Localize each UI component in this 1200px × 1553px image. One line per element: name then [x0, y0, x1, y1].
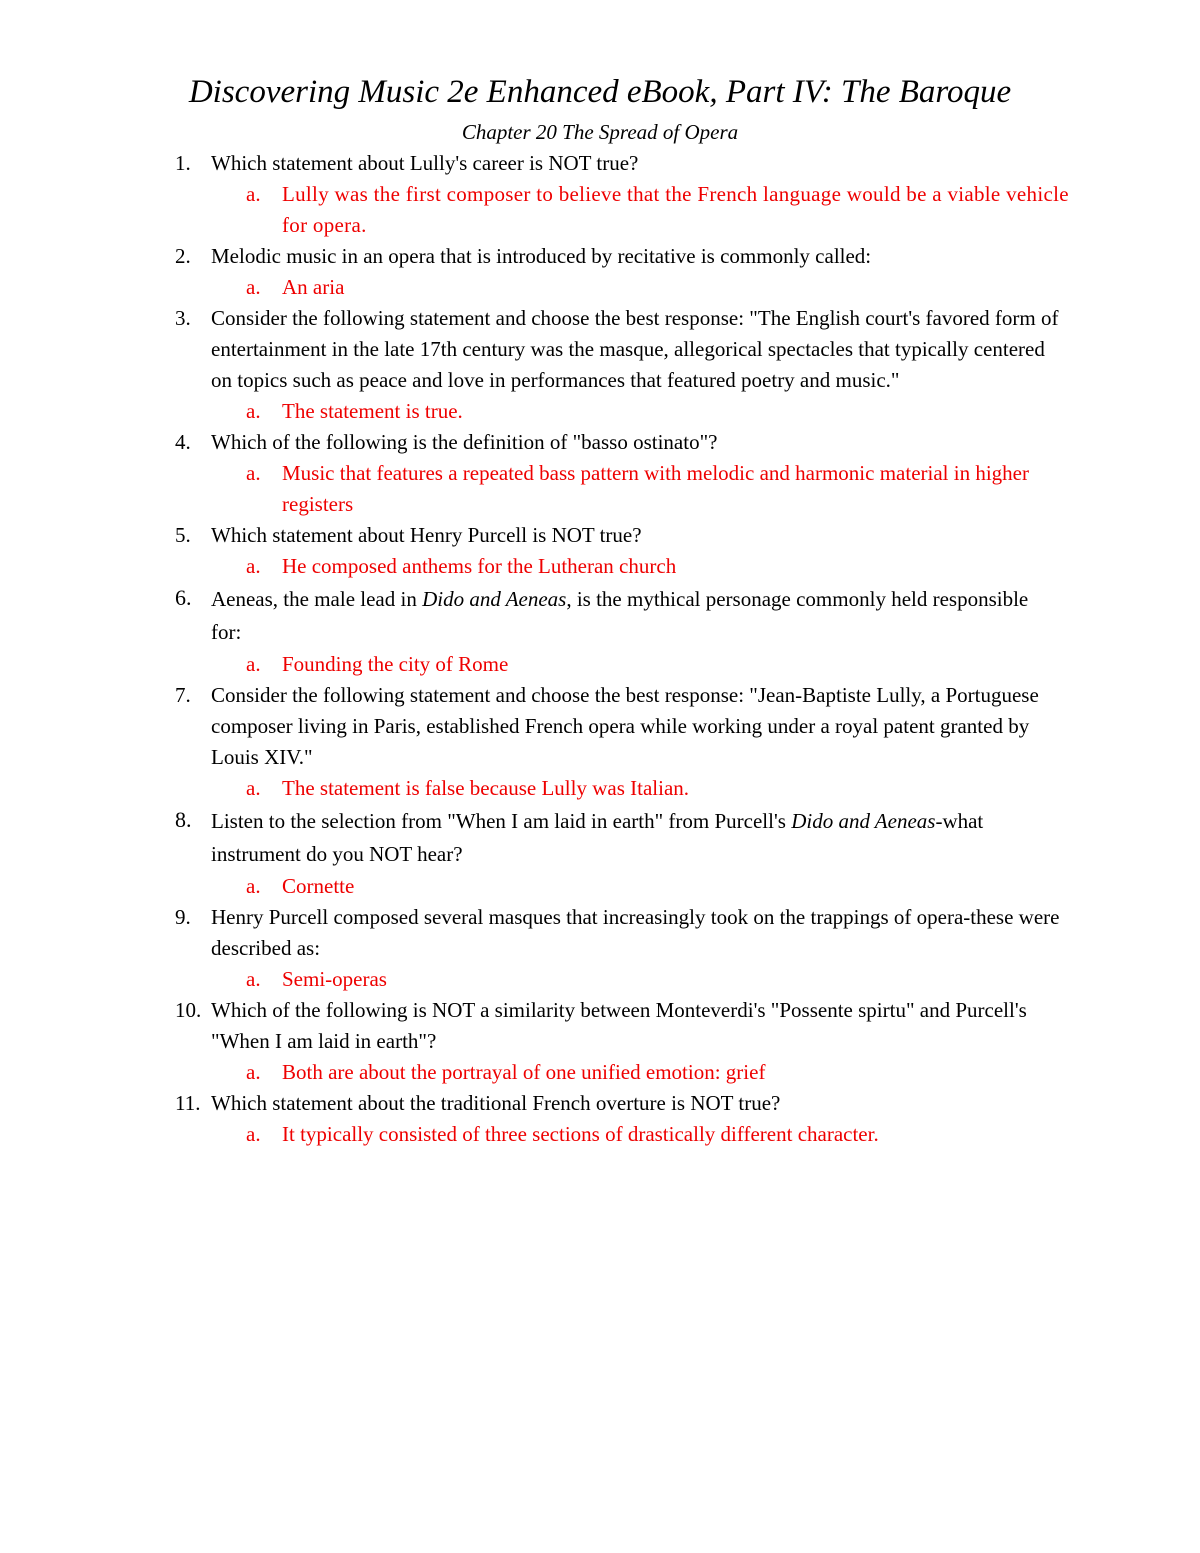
answer-letter: a.: [246, 776, 261, 800]
question-number: 8.: [175, 807, 192, 832]
answer-item: [0, 179, 1072, 241]
question-item: [0, 680, 1061, 773]
answer-letter: a.: [246, 554, 261, 578]
answer-letter: a.: [246, 874, 261, 898]
answer-item: [0, 649, 1072, 680]
answer-text: It typically consisted of three sections of drastically different character.: [282, 1122, 879, 1146]
answer-text: Founding the city of Rome: [282, 652, 509, 676]
question-list: [0, 148, 1200, 1150]
answer-text: Both are about the portrayal of one unified emotion: grief: [282, 1060, 766, 1084]
answer-text: The statement is false because Lully was Italian.: [282, 776, 690, 800]
question-number: 1.: [175, 151, 191, 175]
question-item: [0, 520, 1061, 551]
question-item: [0, 303, 1061, 396]
question-item: [0, 995, 1061, 1057]
answer-text: Lully was the first composer to believe that the French language would be a viable vehicle for opera.: [282, 182, 1069, 237]
question-number: 3.: [175, 306, 191, 330]
question-item: [0, 241, 1061, 272]
question-number: 5.: [175, 523, 191, 547]
question-text: [211, 583, 1061, 649]
answer-item: [0, 272, 1072, 303]
answer-text: Cornette: [282, 874, 355, 898]
question-item: [0, 902, 1061, 964]
question-text: Melodic music in an opera that is introduced by recitative is commonly called:: [211, 244, 872, 268]
answer-item: [0, 396, 1072, 427]
question-text: [211, 805, 1061, 871]
question-item: [0, 1088, 1061, 1119]
question-number: 2.: [175, 244, 191, 268]
answer-letter: a.: [246, 652, 261, 676]
answer-letter: a.: [246, 399, 261, 423]
work-title: Dido and Aeneas: [422, 587, 567, 611]
answer-letter: a.: [246, 461, 261, 485]
question-text: Which statement about Lully's career is NOT true?: [211, 151, 639, 175]
answer-text: Semi-operas: [282, 967, 387, 991]
question-text: Which statement about Henry Purcell is NOT true?: [211, 523, 642, 547]
question-number: 4.: [175, 430, 191, 454]
answer-item: [0, 458, 1072, 520]
answer-text: The statement is true.: [282, 399, 463, 423]
question-text: Which statement about the traditional French overture is NOT true?: [211, 1091, 781, 1115]
question-number: 9.: [175, 905, 191, 929]
answer-item: [0, 773, 1072, 804]
question-text: Henry Purcell composed several masques that increasingly took on the trappings of opera-these were described as:: [211, 905, 1060, 960]
question-item: [0, 148, 1061, 179]
question-text-after: -what instrument do you NOT hear?: [211, 809, 984, 866]
chapter-subtitle: Chapter 20 The Spread of Opera: [461, 120, 739, 144]
document-title: Discovering Music 2e Enhanced eBook, Part IV: The Baroque: [188, 74, 1012, 110]
answer-text: He composed anthems for the Lutheran church: [282, 554, 677, 578]
answer-letter: a.: [246, 1060, 261, 1084]
answer-text: Music that features a repeated bass pattern with melodic and harmonic material in higher registers: [282, 461, 1029, 516]
work-title: Dido and Aeneas: [791, 809, 936, 833]
answer-letter: a.: [246, 967, 261, 991]
answer-letter: a.: [246, 182, 261, 206]
question-item: [0, 804, 1061, 871]
answer-item: [0, 964, 1072, 995]
answer-letter: a.: [246, 275, 261, 299]
question-text: Which of the following is the definition of "basso ostinato"?: [211, 430, 718, 454]
question-text: Consider the following statement and choose the best response: "The English court's favored form of entertainment in the late 17th century was the masque, allegorical spectacles that typically centered on topics such as peace and love in performances that featured poetry and music.": [211, 306, 1059, 392]
answer-item: [0, 1057, 1072, 1088]
question-text: Consider the following statement and choose the best response: "Jean-Baptiste Lully, a Portuguese composer living in Paris, established French opera while working under a royal patent granted by Louis XIV.": [211, 683, 1039, 769]
question-number: 10.: [175, 998, 202, 1022]
answer-text: An aria: [282, 275, 345, 299]
question-text-before: Aeneas, the male lead in: [211, 587, 423, 611]
answer-item: [0, 871, 1072, 902]
question-text-before: Listen to the selection from "When I am laid in earth" from Purcell's: [211, 809, 792, 833]
question-number: 6.: [175, 585, 192, 610]
answer-letter: a.: [246, 1122, 261, 1146]
question-item: [0, 582, 1061, 649]
question-number: 7.: [175, 683, 191, 707]
question-item: [0, 427, 1061, 458]
question-text: Which of the following is NOT a similarity between Monteverdi's "Possente spirtu" and Purcell's "When I am laid in earth"?: [211, 998, 1027, 1053]
question-text-after: , is the mythical personage commonly held responsible for:: [211, 587, 1029, 644]
question-number: 11.: [175, 1091, 201, 1115]
answer-item: [0, 551, 1072, 582]
answer-item: [0, 1119, 1072, 1150]
